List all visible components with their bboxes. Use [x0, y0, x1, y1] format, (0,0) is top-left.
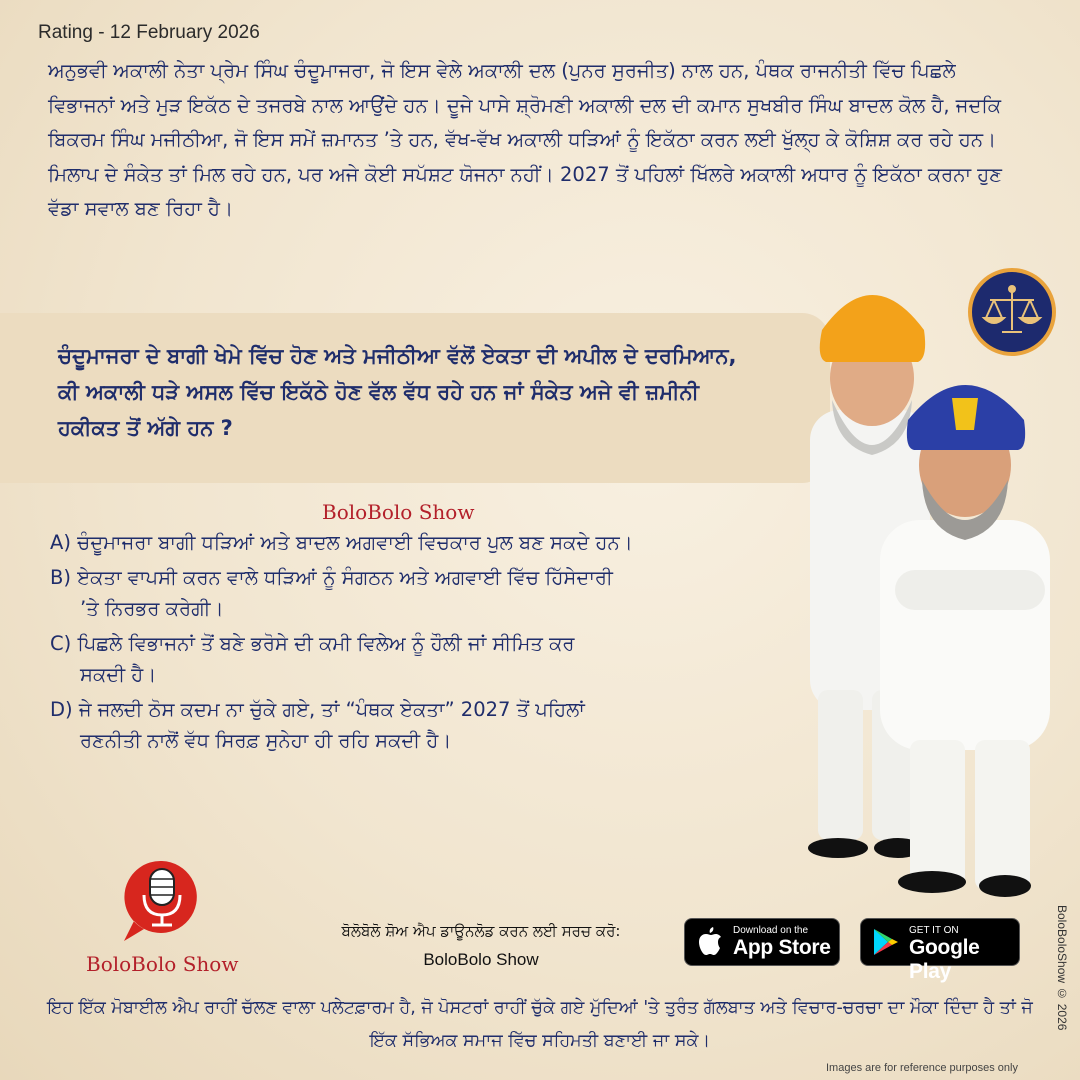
option-letter: B) — [50, 566, 71, 589]
google-play-small-text: GET IT ON — [909, 925, 959, 936]
option-text: ਚੰਦੂਮਾਜਰਾ ਬਾਗੀ ਧੜਿਆਂ ਅਤੇ ਬਾਦਲ ਅਗਵਾਈ ਵਿਚਕਾਰ ਪੁਲ ਬਣ ਸਕਦੇ ਹਨ। — [77, 531, 633, 554]
leaders-illustration — [800, 270, 1080, 910]
option-text-cont: ਸਕਦੀ ਹੈ। — [80, 663, 157, 686]
intro-paragraph: ਅਨੁਭਵੀ ਅਕਾਲੀ ਨੇਤਾ ਪ੍ਰੇਮ ਸਿੰਘ ਚੰਦੂਮਾਜਰਾ, ਜੋ ਇਸ ਵੇਲੇ ਅਕਾਲੀ ਦਲ (ਪੁਨਰ ਸੁਰਜੀਤ) ਨਾਲ ਹਨ, ਪੰਥਕ ਰਾਜਨੀਤੀ ਵਿੱਚ ਪਿਛਲੇ ਵਿਭਾਜਨਾਂ ਅਤੇ ਮੁੜ ਇਕੱਠ ਦੇ ਤਜਰਬੇ ਨਾਲ ਆਉਂਦੇ ਹਨ। ਦੂਜੇ ਪਾਸੇ ਸ਼੍ਰੋਮਣੀ ਅਕਾਲੀ ਦਲ ਦੀ ਕਮਾਨ ਸੁਖਬੀਰ ਸਿੰਘ ਬਾਦਲ ਕੋਲ ਹੈ, ਜਦਕਿ ਬਿਕਰਮ ਸਿੰਘ ਮਜੀਠੀਆ, ਜੋ ਇਸ ਸਮੇਂ ਜ਼ਮਾਨਤ ’ਤੇ ਹਨ, ਵੱਖ-ਵੱਖ ਅਕਾਲੀ ਧੜਿਆਂ ਨੂੰ ਇਕੱਠਾ ਕਰਨ ਲਈ ਖੁੱਲ੍ਹ ਕੇ ਕੋਸ਼ਿਸ਼ ਕਰ ਰਹੇ ਹਨ। ਮਿਲਾਪ ਦੇ ਸੰਕੇਤ ਤਾਂ ਮਿਲ ਰਹੇ ਹਨ, ਪਰ ਅਜੇ ਕੋਈ ਸਪੱਸ਼ਟ ਯੋਜਨਾ ਨਹੀਂ। 2027 ਤੋਂ ਪਹਿਲਾਂ ਖਿੱਲਰੇ ਅਕਾਲੀ ਅਧਾਰ ਨੂੰ ਇਕੱਠਾ ਕਰਨਾ ਹੁਣ ਵੱਡਾ ਸਵਾਲ ਬਣ ਰਿਹਾ ਹੈ। — [48, 59, 1002, 220]
option-d[interactable] — [50, 694, 820, 756]
option-letter: A) — [50, 531, 71, 554]
option-b[interactable] — [50, 562, 820, 624]
option-text-cont: ’ਤੇ ਨਿਰਭਰ ਕਰੇਗੀ। — [80, 597, 224, 620]
option-c[interactable] — [50, 628, 820, 690]
option-text-cont: ਰਣਨੀਤੀ ਨਾਲੋਂ ਵੱਧ ਸਿਰਫ਼ ਸੁਨੇਹਾ ਹੀ ਰਹਿ ਸਕਦੀ ਹੈ। — [80, 729, 452, 752]
date-label: Rating - 12 February 2026 — [38, 22, 260, 43]
brand-logo-text: BoloBolo Show — [86, 952, 239, 976]
option-text: ਏਕਤਾ ਵਾਪਸੀ ਕਰਨ ਵਾਲੇ ਧੜਿਆਂ ਨੂੰ ਸੰਗਠਨ ਅਤੇ ਅਗਵਾਈ ਵਿੱਚ ਹਿੱਸੇਦਾਰੀ — [77, 566, 613, 589]
option-letter: C) — [50, 632, 72, 655]
search-app-name: BoloBolo Show — [423, 950, 539, 969]
google-play-button[interactable] — [860, 918, 1020, 983]
option-letter: D) — [50, 698, 73, 721]
apple-icon — [697, 925, 723, 962]
search-instruction: ਬੋਲੋਬੋਲੋ ਸ਼ੋਅ ਐਪ ਡਾਊਨਲੋਡ ਕਰਨ ਲਈ ਸਰਚ ਕਰੋ: — [341, 922, 621, 940]
footer-text: ਇਹ ਇੱਕ ਮੋਬਾਈਲ ਐਪ ਰਾਹੀਂ ਚੱਲਣ ਵਾਲਾ ਪਲੇਟਫ਼ਾਰਮ ਹੈ, ਜੋ ਪੋਸਟਰਾਂ ਰਾਹੀਂ ਚੁੱਕੇ ਗਏ ਮੁੱਦਿਆਂ 'ਤੇ ਤੁਰੰਤ ਗੱਲਬਾਤ ਅਤੇ ਵਿਚਾਰ-ਚਰਚਾ ਦਾ ਮੌਕਾ ਦਿੰਦਾ ਹੈ ਤਾਂ ਜੋ ਇੱਕ ਸੱਭਿਅਕ ਸਮਾਜ ਵਿੱਚ ਸਹਿਮਤੀ ਬਣਾਈ ਜਾ ਸਕੇ। — [47, 998, 1033, 1051]
question-text: ਚੰਦੂਮਾਜਰਾ ਦੇ ਬਾਗੀ ਖੇਮੇ ਵਿੱਚ ਹੋਣ ਅਤੇ ਮਜੀਠੀਆ ਵੱਲੋਂ ਏਕਤਾ ਦੀ ਅਪੀਲ ਦੇ ਦਰਮਿਆਨ, ਕੀ ਅਕਾਲੀ ਧੜੇ ਅਸਲ ਵਿੱਚ ਇਕੱਠੇ ਹੋਣ ਵੱਲ ਵੱਧ ਰਹੇ ਹਨ ਜਾਂ ਸੰਕੇਤ ਅਜੇ ਵੀ ਜ਼ਮੀਨੀ ਹਕੀਕਤ ਤੋਂ ਅੱਗੇ ਹਨ ? — [58, 344, 737, 440]
option-text: ਪਿਛਲੇ ਵਿਭਾਜਨਾਂ ਤੋਂ ਬਣੇ ਭਰੋਸੇ ਦੀ ਕਮੀ ਵਿਲੇਅ ਨੂੰ ਹੌਲੀ ਜਾਂ ਸੀਮਿਤ ਕਰ — [77, 632, 575, 655]
brand-wordmark: BoloBolo Show — [322, 500, 475, 524]
app-store-button[interactable] — [684, 918, 840, 966]
app-store-small-text: Download on the — [733, 925, 809, 936]
google-play-icon — [871, 927, 901, 962]
option-a[interactable] — [50, 527, 820, 558]
options-list — [50, 527, 820, 760]
microphone-icon — [120, 855, 204, 945]
copyright-text: BoloBoloShow © 2026 — [1055, 905, 1069, 1031]
app-store-big-text: App Store — [733, 936, 831, 959]
google-play-big-text: Google Play — [909, 936, 980, 983]
disclaimer-text: Images are for reference purposes only — [826, 1062, 1018, 1074]
option-text: ਜੇ ਜਲਦੀ ਠੋਸ ਕਦਮ ਨਾ ਚੁੱਕੇ ਗਏ, ਤਾਂ “ਪੰਥਕ ਏਕਤਾ” 2027 ਤੋਂ ਪਹਿਲਾਂ — [78, 698, 585, 721]
